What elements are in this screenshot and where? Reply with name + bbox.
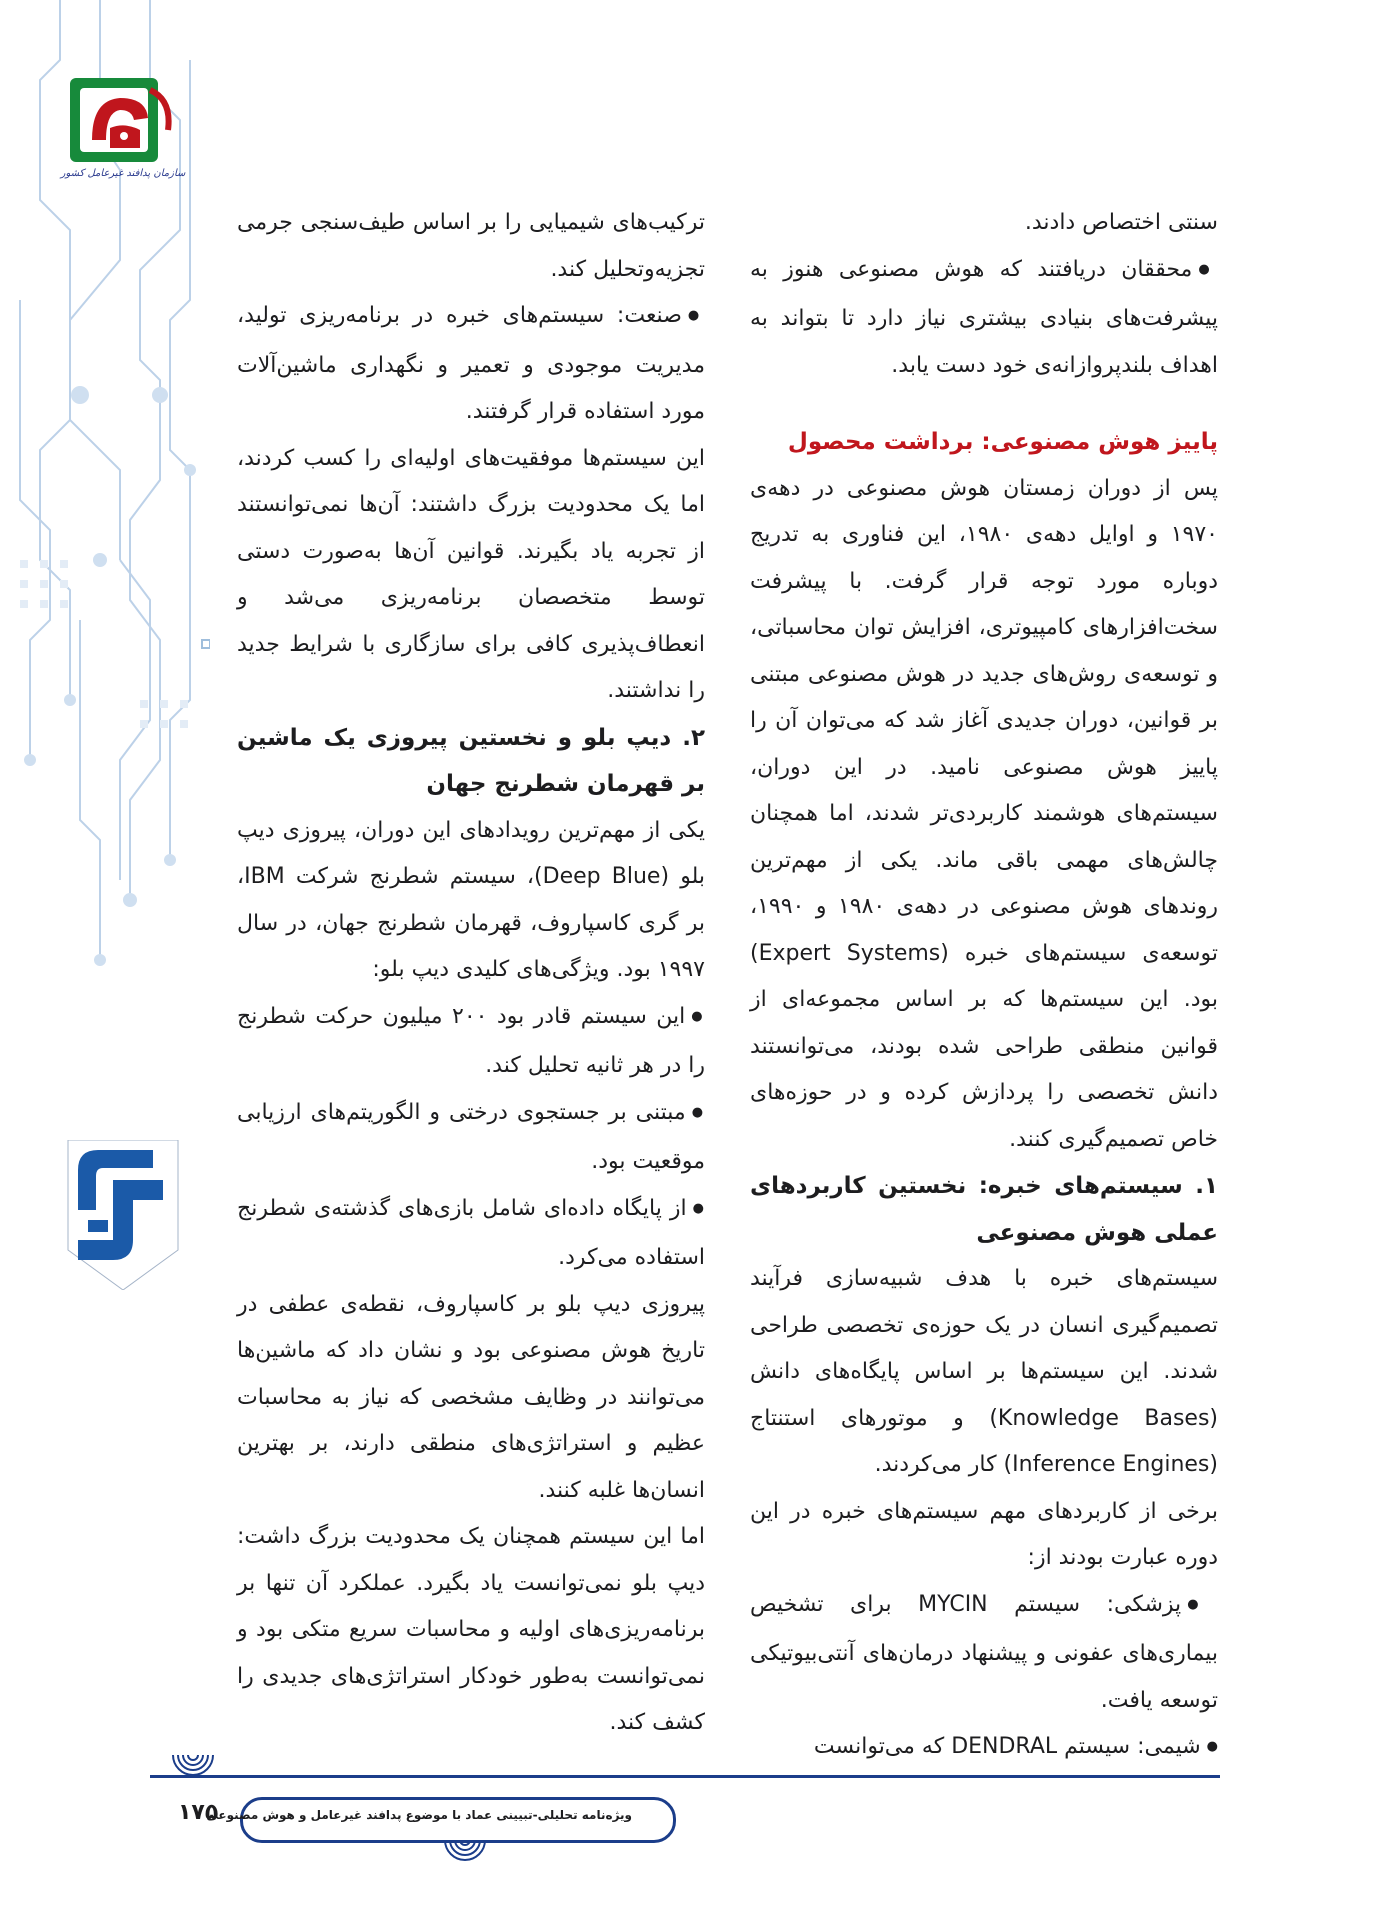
paragraph: اما این سیستم همچنان یک محدودیت بزرگ داشت: دیپ بلو نمی‌توانست یاد بگیرد. عملکرد آن تنها بر برنامه‌ریزی‌های اولیه و محاسبات سریع متکی بود و نمی‌توانست به‌طور خودکار استراتژی‌های جدیدی را کشف کند.: [237, 1524, 705, 1735]
section-heading: پاییز هوش مصنوعی: برداشت محصول: [787, 429, 1218, 455]
subsection-heading: ۱. سیستم‌های خبره: نخستین کاربردهای عملی هوش مصنوعی: [750, 1173, 1218, 1246]
paragraph: پیروزی دیپ بلو بر کاسپاروف، نقطه‌ی عطفی در تاریخ هوش مصنوعی بود و نشان داد که ماشین‌ها می‌توانند در وظایف مشخصی که نیاز به محاسبات عظیم و استراتژی‌های منطقی دارند، بر بهترین انسان‌ها غلبه کنند.: [237, 1291, 705, 1503]
paragraph: برخی از کاربردهای مهم سیستم‌های خبره در این دوره عبارت بودند از:: [750, 1498, 1218, 1570]
subsection-heading: ۲. دیپ بلو و نخستین پیروزی یک ماشین بر قهرمان شطرنج جهان: [237, 724, 705, 797]
left-column: [237, 200, 705, 1747]
bullet-item: ● شیمی: سیستم DENDRAL که می‌توانست: [750, 1724, 1218, 1774]
bullet-item: ● از پایگاه داده‌ای شامل بازی‌های گذشته‌ی شطرنج استفاده می‌کرد.: [237, 1186, 705, 1282]
publication-title: ویژه‌نامه تحلیلی-تبیینی عماد با موضوع پدافند غیرعامل و هوش مصنوعی: [206, 1808, 632, 1822]
paragraph: سنتی اختصاص دادند.: [1024, 210, 1218, 235]
paragraph: سیستم‌های خبره با هدف شبیه‌سازی فرآیند تصمیم‌گیری انسان در یک حوزه‌ی تخصصی طراحی شدند. این سیستم‌ها بر اساس پایگاه‌های دانش (Knowledge Bases) و موتورهای استنتاج (Inference Engines) کار می‌کردند.: [750, 1266, 1219, 1477]
paragraph: یکی از مهم‌ترین رویدادهای این دوران، پیروزی دیپ بلو (Deep Blue)، سیستم شطرنج شرکت IBM، بر گری کاسپاروف، قهرمان شطرنج جهان، در سال ۱۹۹۷ بود. ویژگی‌های کلیدی دیپ بلو:: [237, 817, 705, 982]
bullet-item: ● پزشکی: سیستم MYCIN برای تشخیص بیماری‌های عفونی و پیشنهاد درمان‌های آنتی‌بیوتیکی توسعه یافت.: [750, 1582, 1218, 1725]
paragraph: این سیستم‌ها موفقیت‌های اولیه‌ای را کسب کردند، اما یک محدودیت بزرگ داشتند: آن‌ها نمی‌توانستند از تجربه یاد بگیرند. قوانین آن‌ها به‌صورت دستی توسط متخصصان برنامه‌ریزی می‌شد و انعطاف‌پذیری کافی برای سازگاری با شرایط جدید را نداشتند.: [237, 445, 705, 703]
circuit-decoration: [0, 0, 210, 1929]
bullet-item: ● مبتنی بر جستجوی درختی و الگوریتم‌های ارزیابی موقعیت بود.: [237, 1090, 705, 1186]
right-column: [750, 200, 1218, 1774]
paragraph: پس از دوران زمستان هوش مصنوعی در دهه‌ی ۱۹۷۰ و اوایل دهه‌ی ۱۹۸۰، این فناوری به تدریج دوباره مورد توجه قرار گرفت. با پیشرفت سخت‌افزارهای کامپیوتری، افزایش توان محاسباتی، و توسعه‌ی روش‌های جدید در هوش مصنوعی مبتنی بر قوانین، دوران جدیدی آغاز شد که می‌توان آن را پاییز هوش مصنوعی نامید. در این دوران، سیستم‌های هوشمند کاربردی‌تر شدند، اما همچنان چالش‌های مهمی باقی ماند. یکی از مهم‌ترین روندهای هوش مصنوعی در دهه‌ی ۱۹۸۰ و ۱۹۹۰، توسعه‌ی سیستم‌های خبره (Expert Systems) بود. این سیستم‌ها که بر اساس مجموعه‌ای از قوانین منطقی طراحی شده بودند، می‌توانستند دانش تخصصی را پردازش کرده و در حوزه‌های خاص تصمیم‌گیری کنند.: [750, 475, 1218, 1152]
bullet-item: ● محققان دریافتند که هوش مصنوعی هنوز به پیشرفت‌های بنیادی بیشتری نیاز دارد تا بتواند به اهداف بلندپروازانه‌ی خود دست یابد.: [750, 247, 1218, 390]
org-slogan: سازمان پدافند غیرعامل کشور: [60, 168, 186, 179]
bullet-item: ● این سیستم قادر بود ۲۰۰ میلیون حرکت شطرنج را در هر ثانیه تحلیل کند.: [237, 994, 705, 1090]
spiral-ornament: [170, 1755, 216, 1779]
spiral-ornament: [442, 1840, 488, 1864]
emad-logo: [58, 1140, 188, 1290]
paragraph: ترکیب‌های شیمیایی را بر اساس طیف‌سنجی جرمی تجزیه‌وتحلیل کند.: [237, 210, 705, 282]
page-number: ۱۷۵: [178, 1800, 219, 1825]
footer-rule: [150, 1775, 1220, 1778]
bullet-item: ● صنعت: سیستم‌های خبره در برنامه‌ریزی تولید، مدیریت موجودی و تعمیر و نگهداری ماشین‌آلات مورد استفاده قرار گرفتند.: [237, 293, 705, 436]
